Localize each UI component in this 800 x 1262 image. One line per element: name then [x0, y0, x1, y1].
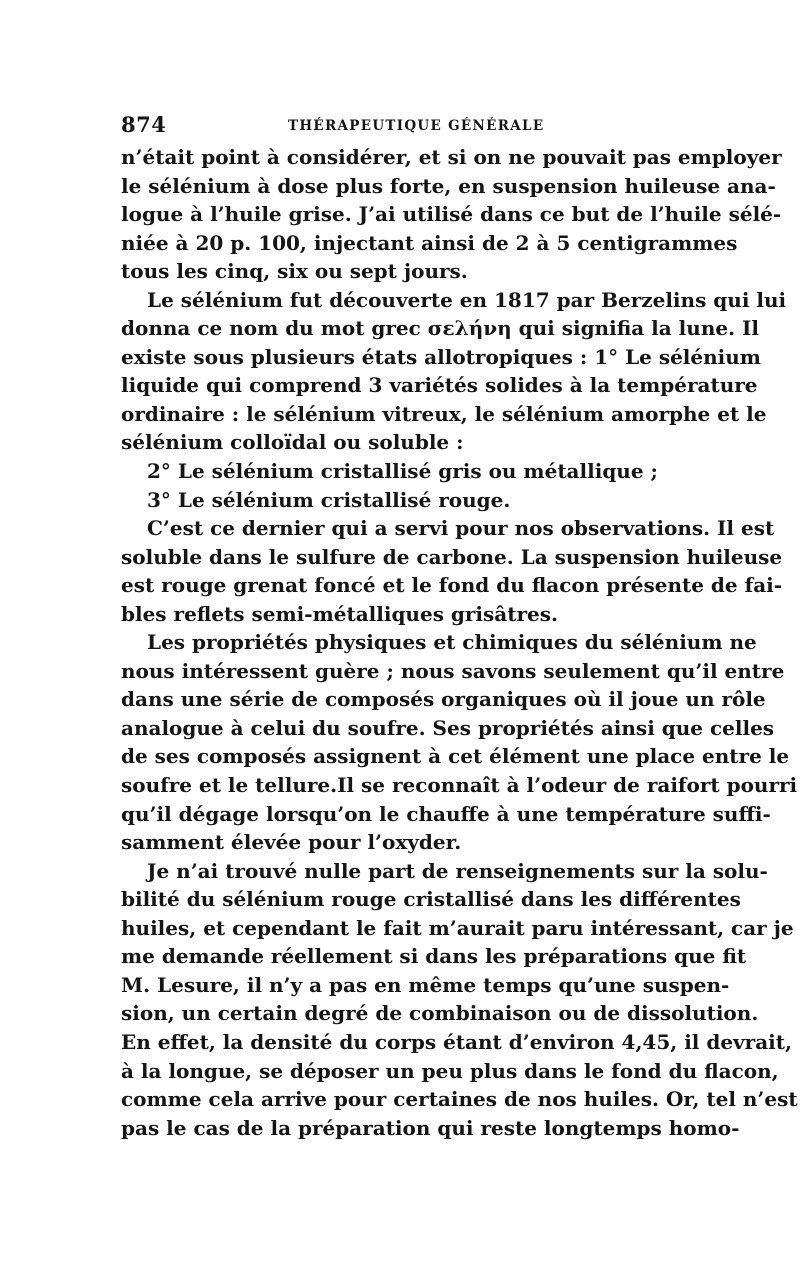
text-line: niée à 20 p. 100, injectant ainsi de 2 à 5 centigrammes: [121, 230, 738, 255]
text-line: le sélénium à dose plus forte, en suspension huileuse ana-: [121, 173, 776, 198]
text-line: est rouge grenat foncé et le fond du flacon présente de fai-: [121, 573, 783, 598]
text-line: dans une série de composés organiques où il joue un rôle: [121, 687, 766, 712]
text-line: En effet, la densité du corps étant d’environ 4,45, il devrait,: [121, 1029, 792, 1054]
text-line: nous intéressent guère ; nous savons seulement qu’il entre: [121, 658, 785, 683]
text-line: 3° Le sélénium cristallisé rouge.: [147, 487, 511, 512]
text-line: existe sous plusieurs états allotropiques : 1° Le sélénium: [121, 344, 761, 369]
body-text: [121, 143, 798, 1142]
page-number: 874: [121, 112, 167, 137]
text-line: pas le cas de la préparation qui reste longtemps homo-: [121, 1115, 740, 1140]
text-line: qu’il dégage lorsqu’on le chauffe à une température suffi-: [121, 801, 771, 826]
text-line: C’est ce dernier qui a servi pour nos observations. Il est: [147, 516, 775, 541]
text-line: logue à l’huile grise. J’ai utilisé dans ce but de l’huile sélé-: [121, 202, 782, 227]
running-title: THÉRAPEUTIQUE GÉNÉRALE: [288, 118, 545, 134]
page-header: [121, 112, 680, 142]
text-line: soluble dans le sulfure de carbone. La suspension huileuse: [121, 544, 783, 569]
text-line: bilité du sélénium rouge cristallisé dans les différentes: [121, 887, 741, 912]
text-line: soufre et le tellure.Il se reconnaît à l’odeur de raifort pourri: [121, 773, 798, 798]
text-line: à la longue, se déposer un peu plus dans le fond du flacon,: [121, 1058, 779, 1083]
text-line: ordinaire : le sélénium vitreux, le sélénium amorphe et le: [121, 401, 767, 426]
text-line: analogue à celui du soufre. Ses propriétés ainsi que celles: [121, 715, 775, 740]
text-line: 2° Le sélénium cristallisé gris ou métallique ;: [147, 459, 658, 484]
text-line: Les propriétés physiques et chimiques du sélénium ne: [147, 630, 757, 655]
text-line: sélénium colloïdal ou soluble :: [121, 430, 464, 455]
text-line: me demande réellement si dans les préparations que fit: [121, 944, 747, 969]
text-line: n’était point à considérer, et si on ne pouvait pas employer: [121, 145, 782, 169]
text-line: Le sélénium fut découverte en 1817 par Berzelins qui lui: [147, 287, 787, 312]
text-line: samment élevée pour l’oxyder.: [121, 830, 462, 855]
text-line: Je n’ai trouvé nulle part de renseignements sur la solu-: [147, 858, 768, 883]
text-line: tous les cinq, six ou sept jours.: [121, 259, 468, 284]
text-line: sion, un certain degré de combinaison ou de dissolution.: [121, 1001, 759, 1026]
text-line: huiles, et cependant le fait m’aurait paru intéressant, car je: [121, 915, 794, 940]
text-line: comme cela arrive pour certaines de nos huiles. Or, tel n’est: [121, 1087, 798, 1112]
text-line: de ses composés assignent à cet élément une place entre le: [121, 744, 790, 769]
text-line: liquide qui comprend 3 variétés solides à la température: [121, 373, 758, 398]
text-line: M. Lesure, il n’y a pas en même temps qu’une suspen-: [121, 972, 730, 997]
text-line: donna ce nom du mot grec σελήνη qui signifia la lune. Il: [121, 316, 759, 341]
text-line: bles reflets semi-métalliques grisâtres.: [121, 601, 558, 626]
